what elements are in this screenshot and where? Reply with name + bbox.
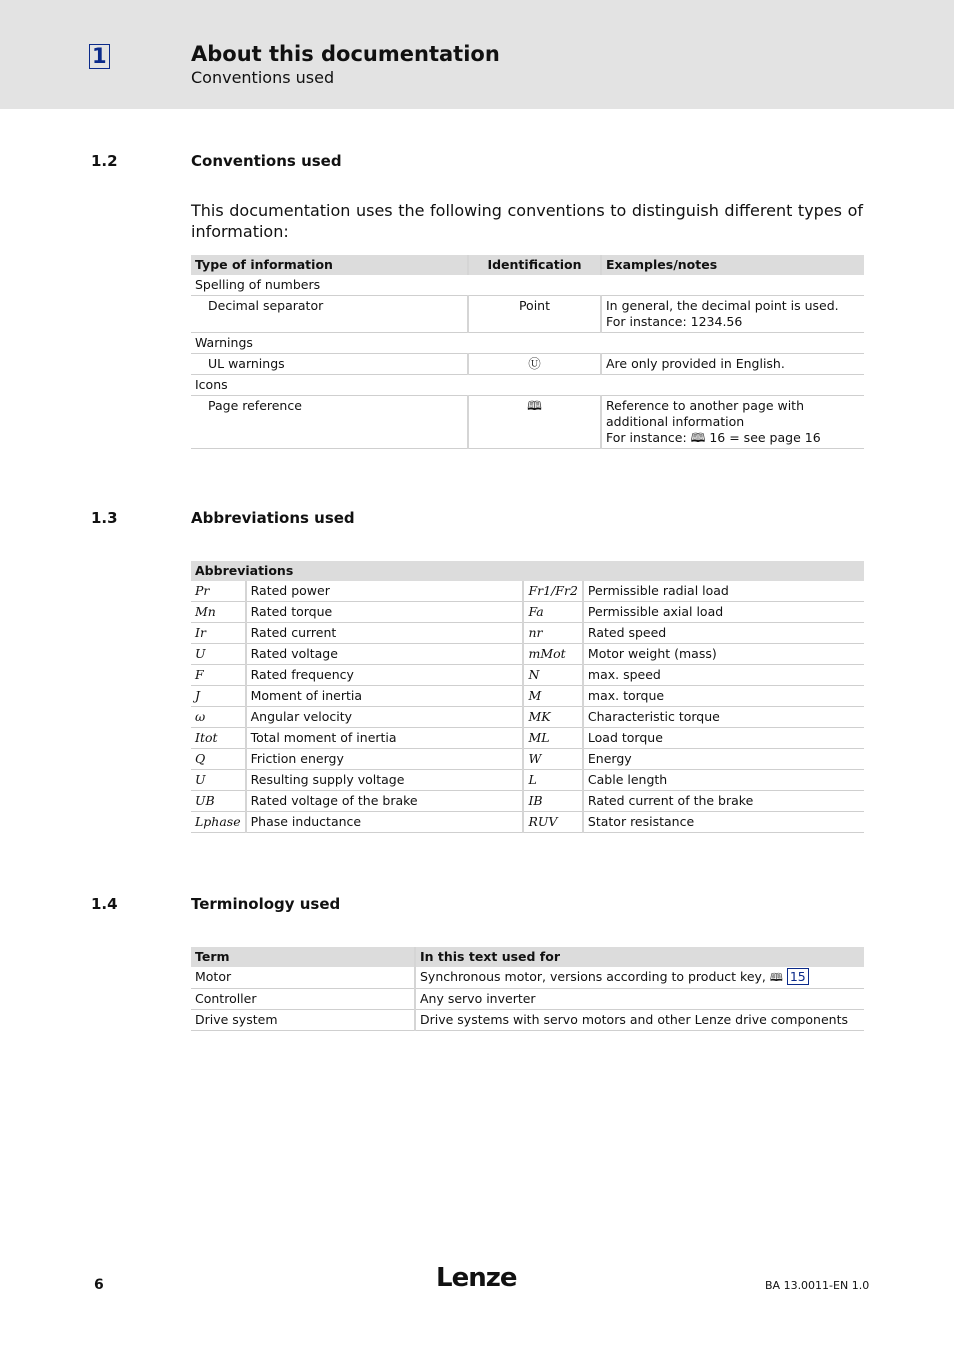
table-row [191, 749, 864, 770]
abbreviation-symbol: ML [523, 728, 582, 749]
abbreviation-meaning: Rated voltage of the brake [246, 791, 524, 812]
lenze-logo: Lenze [436, 1263, 517, 1293]
section-number: 1.3 [91, 509, 118, 527]
abbreviation-symbol: M [523, 686, 582, 707]
abbreviation-symbol: U [191, 644, 246, 665]
table-header: Term [191, 947, 415, 967]
page-number: 6 [94, 1277, 104, 1293]
abbreviation-meaning: Rated current [246, 623, 524, 644]
abbreviation-symbol: Fa [523, 602, 582, 623]
table-header: Abbreviations [191, 561, 864, 581]
table-cell [601, 296, 864, 333]
table-cell [601, 396, 864, 449]
abbreviation-meaning: Rated voltage [246, 644, 524, 665]
abbreviation-meaning: Rated frequency [246, 665, 524, 686]
abbreviation-symbol: W [523, 749, 582, 770]
table-row [191, 644, 864, 665]
abbreviation-meaning: Rated current of the brake [583, 791, 864, 812]
abbreviation-symbol: N [523, 665, 582, 686]
abbreviation-symbol: Fr1/Fr2 [523, 581, 582, 602]
table-row [191, 770, 864, 791]
note-line: In general, the decimal point is used. [606, 298, 839, 313]
note-line: Reference to another page with additional information [606, 398, 805, 429]
table-cell: Motor [191, 967, 415, 989]
abbreviation-meaning: Load torque [583, 728, 864, 749]
page-header [0, 0, 954, 109]
abbreviation-symbol: Pr [191, 581, 246, 602]
abbreviation-symbol: F [191, 665, 246, 686]
table-cell [415, 967, 864, 989]
abbreviation-symbol: L [523, 770, 582, 791]
chapter-subtitle: Conventions used [191, 68, 335, 87]
abbreviation-symbol: UB [191, 791, 246, 812]
abbreviation-meaning: Rated speed [583, 623, 864, 644]
abbreviation-meaning: Motor weight (mass) [583, 644, 864, 665]
abbreviation-meaning: Cable length [583, 770, 864, 791]
group-label: Spelling of numbers [191, 275, 864, 296]
book-icon: 🕮 [769, 971, 783, 984]
table-row [191, 791, 864, 812]
table-cell: UL warnings [191, 354, 468, 375]
abbreviation-symbol: Itot [191, 728, 246, 749]
conventions-table [191, 255, 864, 449]
table-row [191, 686, 864, 707]
abbreviation-symbol: MK [523, 707, 582, 728]
section-title: Abbreviations used [191, 509, 355, 527]
table-row [191, 707, 864, 728]
document-reference: BA 13.0011-EN 1.0 [765, 1279, 870, 1292]
abbreviation-symbol: Mn [191, 602, 246, 623]
table-header: In this text used for [415, 947, 864, 967]
abbreviation-symbol: mMot [523, 644, 582, 665]
abbreviation-meaning: Energy [583, 749, 864, 770]
table-row [191, 623, 864, 644]
table-header: Type of information [191, 255, 468, 275]
abbreviation-meaning: max. speed [583, 665, 864, 686]
book-icon: 🕮 [468, 396, 601, 449]
group-label: Icons [191, 375, 864, 396]
section-title: Conventions used [191, 152, 342, 170]
table-row [191, 602, 864, 623]
abbreviation-symbol: J [191, 686, 246, 707]
intro-paragraph: This documentation uses the following conventions to distinguish different types of information: [191, 201, 863, 241]
note-line: For instance: 1234.56 [606, 314, 743, 329]
table-cell: Drive systems with servo motors and other Lenze drive components [415, 1010, 864, 1031]
abbreviation-symbol: ω [191, 707, 246, 728]
page-link[interactable]: 15 [787, 968, 809, 985]
table-row [191, 812, 864, 833]
table-cell: Page reference [191, 396, 468, 449]
ul-icon: Ⓤ [468, 354, 601, 375]
table-row [191, 665, 864, 686]
section-title: Terminology used [191, 895, 341, 913]
abbreviation-symbol: U [191, 770, 246, 791]
chapter-title: About this documentation [191, 42, 500, 66]
abbreviation-symbol: nr [523, 623, 582, 644]
abbreviation-meaning: Friction energy [246, 749, 524, 770]
abbreviation-meaning: Permissible radial load [583, 581, 864, 602]
table-cell: Controller [191, 989, 415, 1010]
section-number: 1.4 [91, 895, 118, 913]
table-cell: Decimal separator [191, 296, 468, 333]
abbreviation-meaning: max. torque [583, 686, 864, 707]
abbreviation-meaning: Rated torque [246, 602, 524, 623]
abbreviation-meaning: Total moment of inertia [246, 728, 524, 749]
abbreviation-symbol: Q [191, 749, 246, 770]
abbreviation-meaning: Stator resistance [583, 812, 864, 833]
table-cell: Any servo inverter [415, 989, 864, 1010]
abbreviation-meaning: Rated power [246, 581, 524, 602]
cell-text: Synchronous motor, versions according to product key, [420, 969, 770, 984]
table-cell: Drive system [191, 1010, 415, 1031]
table-row [191, 728, 864, 749]
table-cell: Are only provided in English. [601, 354, 864, 375]
abbreviation-symbol: Lphase [191, 812, 246, 833]
table-header: Examples/notes [601, 255, 864, 275]
abbreviation-meaning: Resulting supply voltage [246, 770, 524, 791]
abbreviation-meaning: Characteristic torque [583, 707, 864, 728]
note-line: For instance: 🕮 16 = see page 16 [606, 430, 821, 445]
abbreviation-symbol: Ir [191, 623, 246, 644]
abbreviation-symbol: RUV [523, 812, 582, 833]
table-cell: Point [468, 296, 601, 333]
abbreviation-meaning: Angular velocity [246, 707, 524, 728]
abbreviation-meaning: Phase inductance [246, 812, 524, 833]
group-label: Warnings [191, 333, 864, 354]
section-number: 1.2 [91, 152, 118, 170]
chapter-number-link[interactable]: 1 [89, 44, 110, 69]
abbreviation-meaning: Moment of inertia [246, 686, 524, 707]
abbreviation-symbol: IB [523, 791, 582, 812]
table-row [191, 581, 864, 602]
abbreviation-meaning: Permissible axial load [583, 602, 864, 623]
terminology-table [191, 947, 864, 1031]
abbreviations-table [191, 561, 864, 833]
table-header: Identification [468, 255, 601, 275]
